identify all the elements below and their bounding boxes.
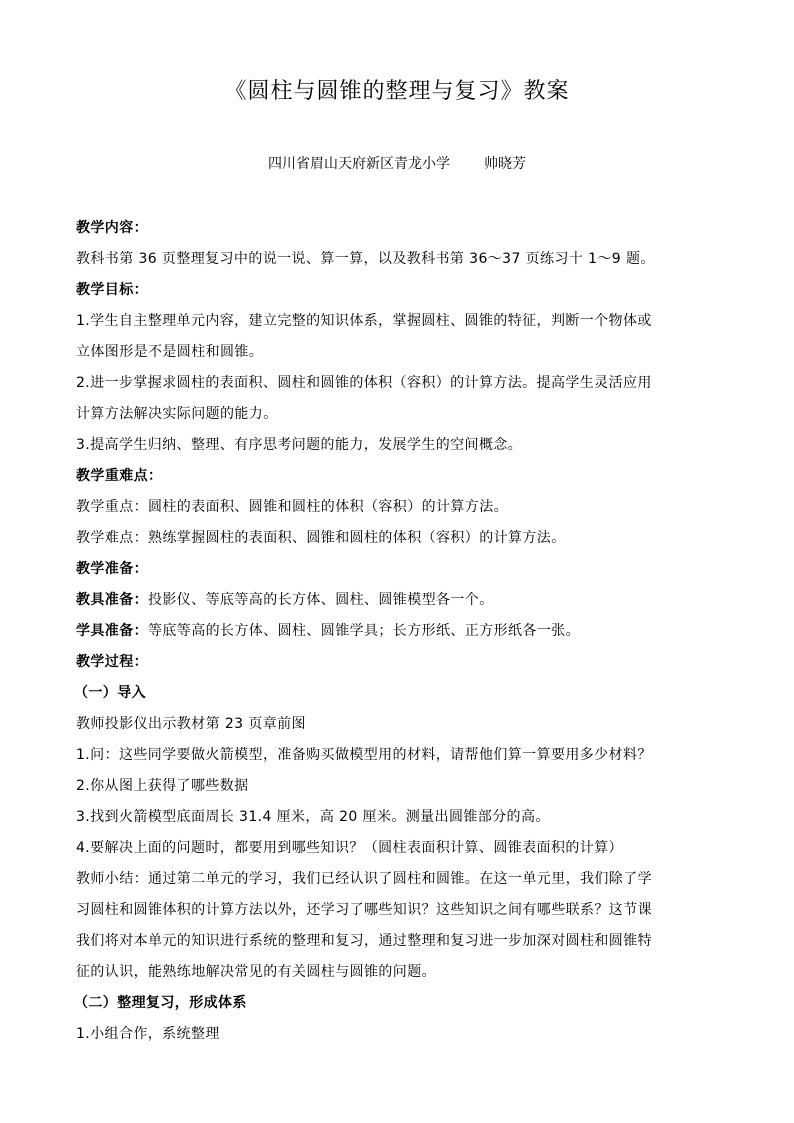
goal-line: 1.学生自主整理单元内容，建立完整的知识体系，掌握圆柱、圆锥的特征，判断一个物体或: [76, 313, 652, 329]
student-preparation-text: 等底等高的长方体、圆柱、圆锥学具；长方形纸、正方形纸各一张。: [148, 623, 580, 639]
subsection-heading-intro: （一）导入: [74, 685, 146, 701]
process-line: 征的认识，能熟练地解决常见的有关圆柱与圆锥的问题。: [76, 964, 436, 980]
goal-line: 2.进一步掌握求圆柱的表面积、圆柱和圆锥的体积（容积）的计算方法。提高学生灵活应用: [76, 375, 652, 391]
process-line: 教师小结：通过第二单元的学习，我们已经认识了圆柱和圆锥。在这一单元里，我们除了学: [76, 871, 652, 887]
process-line: 教师投影仪出示教材第 23 页章前图: [76, 716, 306, 732]
section-heading-process: 教学过程：: [76, 654, 148, 670]
section-heading-content: 教学内容：: [76, 220, 148, 236]
teacher-preparation: [76, 585, 726, 616]
process-line: 1.问：这些同学要做火箭模型，准备购买做模型用的材料，请帮他们算一算要用多少材料？: [76, 747, 652, 763]
section-heading-key-points: 教学重难点：: [76, 468, 163, 484]
process-line: 我们将对本单元的知识进行系统的整理和复习，通过整理和复习进一步加深对圆柱和圆锥特: [76, 933, 652, 949]
key-difficulty-text: 教学难点：熟练掌握圆柱的表面积、圆锥和圆柱的体积（容积）的计算方法。: [76, 530, 566, 546]
teacher-preparation-label: 教具准备：: [76, 592, 148, 608]
document-body: [76, 213, 726, 1050]
section-heading-goals: 教学目标：: [76, 282, 148, 298]
author-line: [0, 153, 794, 175]
school-name: 四川省眉山天府新区青龙小学: [268, 156, 450, 172]
key-focus-text: 教学重点：圆柱的表面积、圆锥和圆柱的体积（容积）的计算方法。: [76, 499, 508, 515]
author-name: 帅晓芳: [484, 156, 526, 172]
process-line: 3.找到火箭模型底面周长 31.4 厘米，高 20 厘米。测量出圆锥部分的高。: [76, 809, 550, 825]
process-line: 习圆柱和圆锥体积的计算方法以外，还学习了哪些知识？这些知识之间有哪些联系？这节课: [76, 902, 652, 918]
goal-line: 计算方法解决实际问题的能力。: [76, 406, 278, 422]
process-line: 4.要解决上面的问题时，都要用到哪些知识？（圆柱表面积计算、圆锥表面积的计算）: [76, 840, 623, 856]
content-text: 教科书第 36 页整理复习中的说一说、算一算，以及教科书第 36～37 页练习十 1～9 题。: [76, 251, 655, 267]
subsection-heading-review: （二）整理复习，形成体系: [74, 995, 247, 1011]
student-preparation-label: 学具准备：: [76, 623, 148, 639]
process-line: 2.你从图上获得了哪些数据: [76, 778, 249, 794]
document-title: 《圆柱与圆锥的整理与复习》教案: [224, 79, 570, 104]
goal-line: 3.提高学生归纳、整理、有序思考问题的能力，发展学生的空间概念。: [76, 437, 523, 453]
section-heading-preparation: 教学准备：: [76, 561, 148, 577]
goal-line: 立体图形是不是圆柱和圆锥。: [76, 344, 264, 360]
process-line: 1.小组合作，系统整理: [76, 1026, 220, 1042]
teacher-preparation-text: 投影仪、等底等高的长方体、圆柱、圆锥模型各一个。: [148, 592, 494, 608]
student-preparation: [76, 616, 726, 647]
